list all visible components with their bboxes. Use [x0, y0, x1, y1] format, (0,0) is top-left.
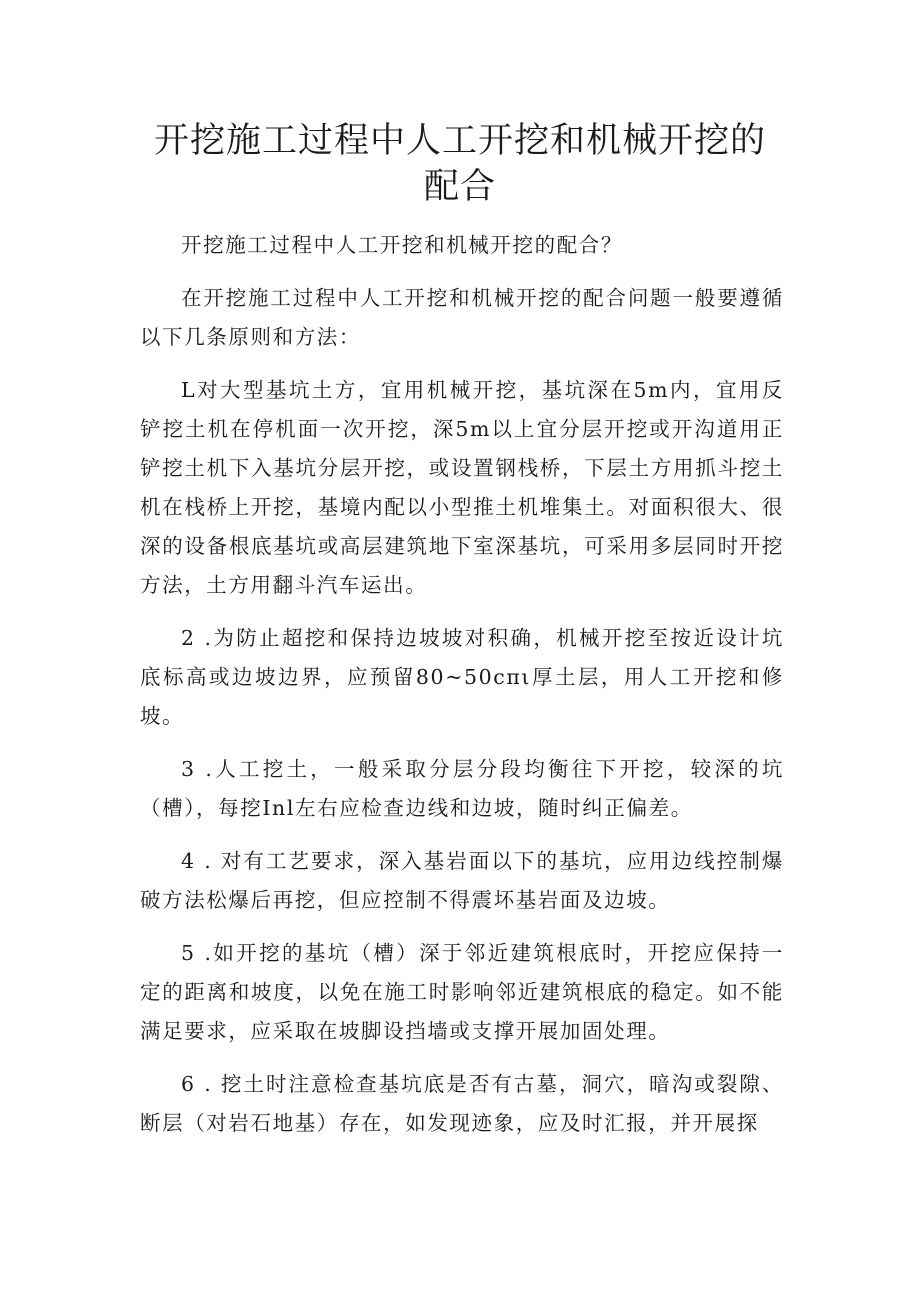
paragraph-item-1: L对大型基坑土方，宜用机械开挖，基坑深在5m内，宜用反铲挖土机在停机面一次开挖，深5m以上宜分层开挖或开沟道用正铲挖土机下入基坑分层开挖，或设置钢栈桥，下层土方用抓斗挖土机在栈桥上开挖，基境内配以小型推土机堆集土。对面积很大、很深的设备根底基坑或高层建筑地下室深基坑，可采用多层同时开挖方法，土方用翻斗汽车运出。 [140, 378, 784, 597]
document-title: 开挖施工过程中人工开挖和机械开挖的配合 [153, 121, 766, 207]
paragraph-intro: 在开挖施工过程中人工开挖和机械开挖的配合问题一般要遵循以下几条原则和方法： [140, 286, 784, 349]
paragraph-item-2: 2 .为防止超挖和保持边坡坡对积确，机械开挖至按近设计坑底标高或边坡边界，应预留80~50cπι厚土层，用人工开挖和修坡。 [140, 626, 784, 728]
paragraph-item-5: 5 .如开挖的基坑（槽）深于邻近建筑根底时，开挖应保持一定的距离和坡度，以免在施工时影响邻近建筑根底的稳定。如不能满足要求，应采取在坡脚设挡墙或支撑开展加固处理。 [140, 941, 784, 1043]
paragraph-question: 开挖施工过程中人工开挖和机械开挖的配合？ [181, 233, 623, 257]
paragraph-item-4: 4 . 对有工艺要求，深入基岩面以下的基坑，应用边线控制爆破方法松爆后再挖，但应控制不得震坏基岩面及边坡。 [140, 849, 784, 912]
paragraph-item-3: 3 .人工挖土，一般采取分层分段均衡往下开挖，较深的坑（槽），每挖Inl左右应检查边线和边坡，随时纠正偏差。 [140, 757, 784, 820]
paragraph-item-6: 6 . 挖土时注意检查基坑底是否有古墓，洞穴，暗沟或裂隙、断层（对岩石地基）存在，如发现迹象，应及时汇报，并开展探 [140, 1072, 784, 1135]
document-body [140, 226, 784, 1157]
